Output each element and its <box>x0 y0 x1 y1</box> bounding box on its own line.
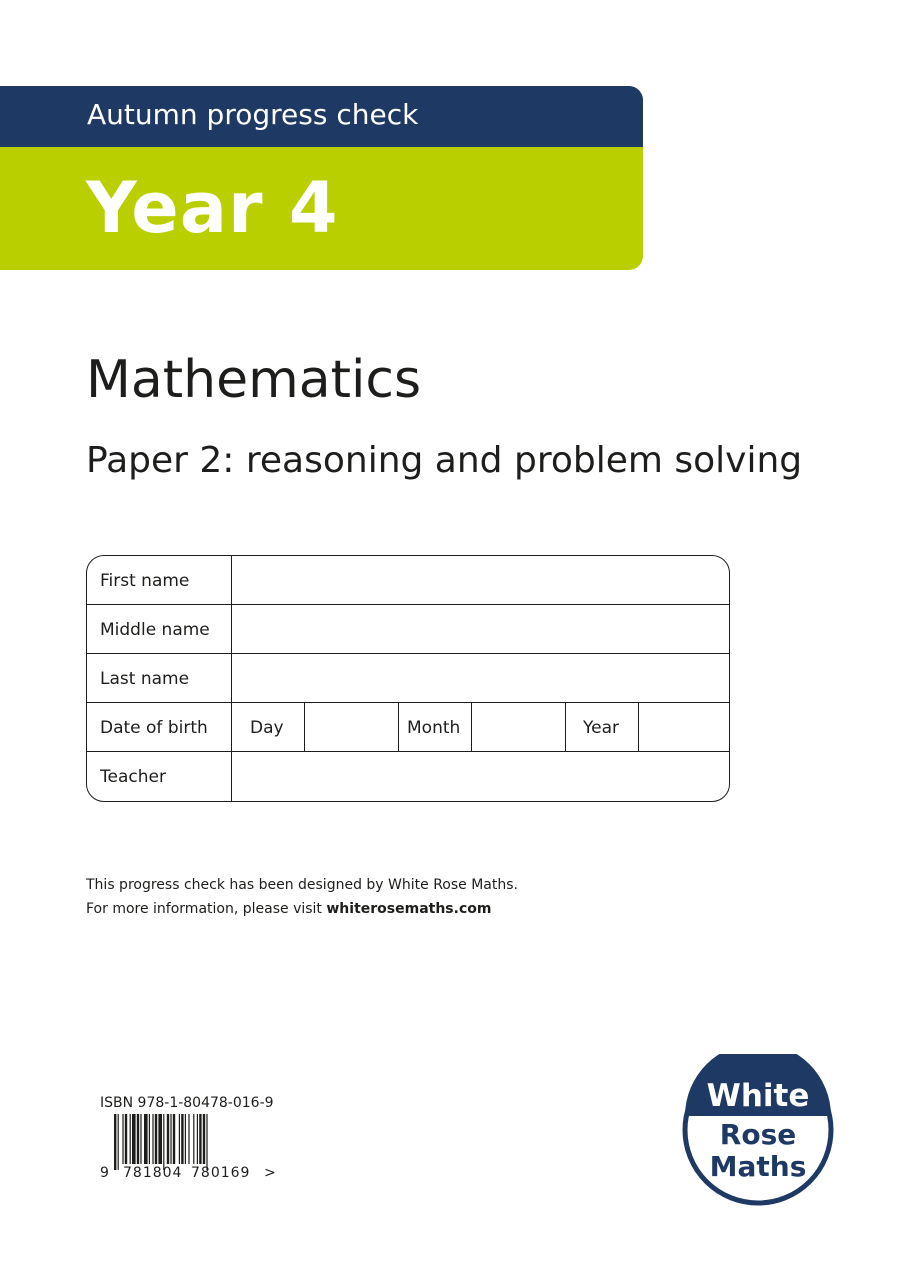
banner-title-bar <box>0 147 643 270</box>
first-name-label: First name <box>100 571 190 591</box>
website-link[interactable]: whiterosemaths.com <box>326 901 492 917</box>
last-name-row <box>87 654 729 703</box>
barcode-tail: > <box>264 1165 276 1181</box>
barcode-bar <box>140 1114 141 1164</box>
header-banner <box>0 86 643 270</box>
barcode-group-1: 781804 <box>123 1165 183 1181</box>
barcode-bar <box>188 1114 189 1164</box>
day-box-divider <box>398 703 399 752</box>
info-line-2-prefix: For more information, please visit <box>86 901 327 917</box>
info-line-2 <box>86 897 518 921</box>
barcode-bar <box>125 1114 127 1164</box>
day-label: Day <box>250 718 284 738</box>
barcode-bar <box>118 1114 119 1170</box>
barcode-bar <box>144 1114 148 1164</box>
barcode-lead-digit: 9 <box>100 1165 109 1181</box>
middle-name-label: Middle name <box>100 620 210 640</box>
barcode-bar <box>130 1114 131 1164</box>
isbn-label: ISBN 978-1-80478-016-9 <box>100 1095 274 1111</box>
banner-title: Year 4 <box>86 167 339 249</box>
barcode-bar <box>203 1114 205 1164</box>
barcode-bar <box>132 1114 136 1164</box>
info-text <box>86 873 518 921</box>
logo-word-rose: Rose <box>719 1118 797 1151</box>
banner-subtitle-bar <box>0 86 643 147</box>
teacher-row <box>87 752 729 801</box>
barcode-bar <box>163 1114 164 1170</box>
month-label: Month <box>407 718 461 738</box>
barcode-bar <box>197 1114 198 1164</box>
barcode <box>114 1114 260 1170</box>
white-rose-maths-logo <box>682 1054 834 1206</box>
banner-subtitle: Autumn progress check <box>87 98 419 131</box>
subject-title: Mathematics <box>86 350 422 410</box>
barcode-bar <box>122 1114 123 1164</box>
barcode-group-2: 780169 <box>191 1165 251 1181</box>
month-box-divider <box>565 703 566 752</box>
dob-label: Date of birth <box>100 718 208 738</box>
barcode-bar <box>193 1114 194 1164</box>
barcode-bar <box>179 1114 180 1164</box>
middle-name-row <box>87 605 729 654</box>
year-divider <box>638 703 639 752</box>
first-name-row <box>87 556 729 605</box>
barcode-bar <box>170 1114 171 1164</box>
barcode-bar <box>185 1114 186 1164</box>
barcode-bar <box>181 1114 183 1164</box>
barcode-bar <box>137 1114 139 1164</box>
barcode-bar <box>152 1114 153 1164</box>
barcode-bar <box>114 1114 116 1170</box>
barcode-bar <box>173 1114 175 1164</box>
logo-word-white: White <box>706 1078 810 1114</box>
day-divider <box>304 703 305 752</box>
barcode-bar <box>158 1114 162 1164</box>
barcode-bar <box>199 1114 201 1164</box>
barcode-bar <box>206 1114 207 1170</box>
month-divider <box>471 703 472 752</box>
pupil-details-form <box>86 555 730 802</box>
info-line-1: This progress check has been designed by White Rose Maths. <box>86 877 518 893</box>
barcode-bar <box>149 1114 150 1164</box>
teacher-label: Teacher <box>100 767 166 787</box>
year-label: Year <box>583 718 619 738</box>
last-name-label: Last name <box>100 669 190 689</box>
logo-word-maths: Maths <box>709 1150 807 1183</box>
barcode-bar <box>167 1114 169 1164</box>
date-of-birth-row <box>87 703 729 752</box>
barcode-bar <box>155 1114 157 1164</box>
paper-title: Paper 2: reasoning and problem solving <box>86 440 803 481</box>
